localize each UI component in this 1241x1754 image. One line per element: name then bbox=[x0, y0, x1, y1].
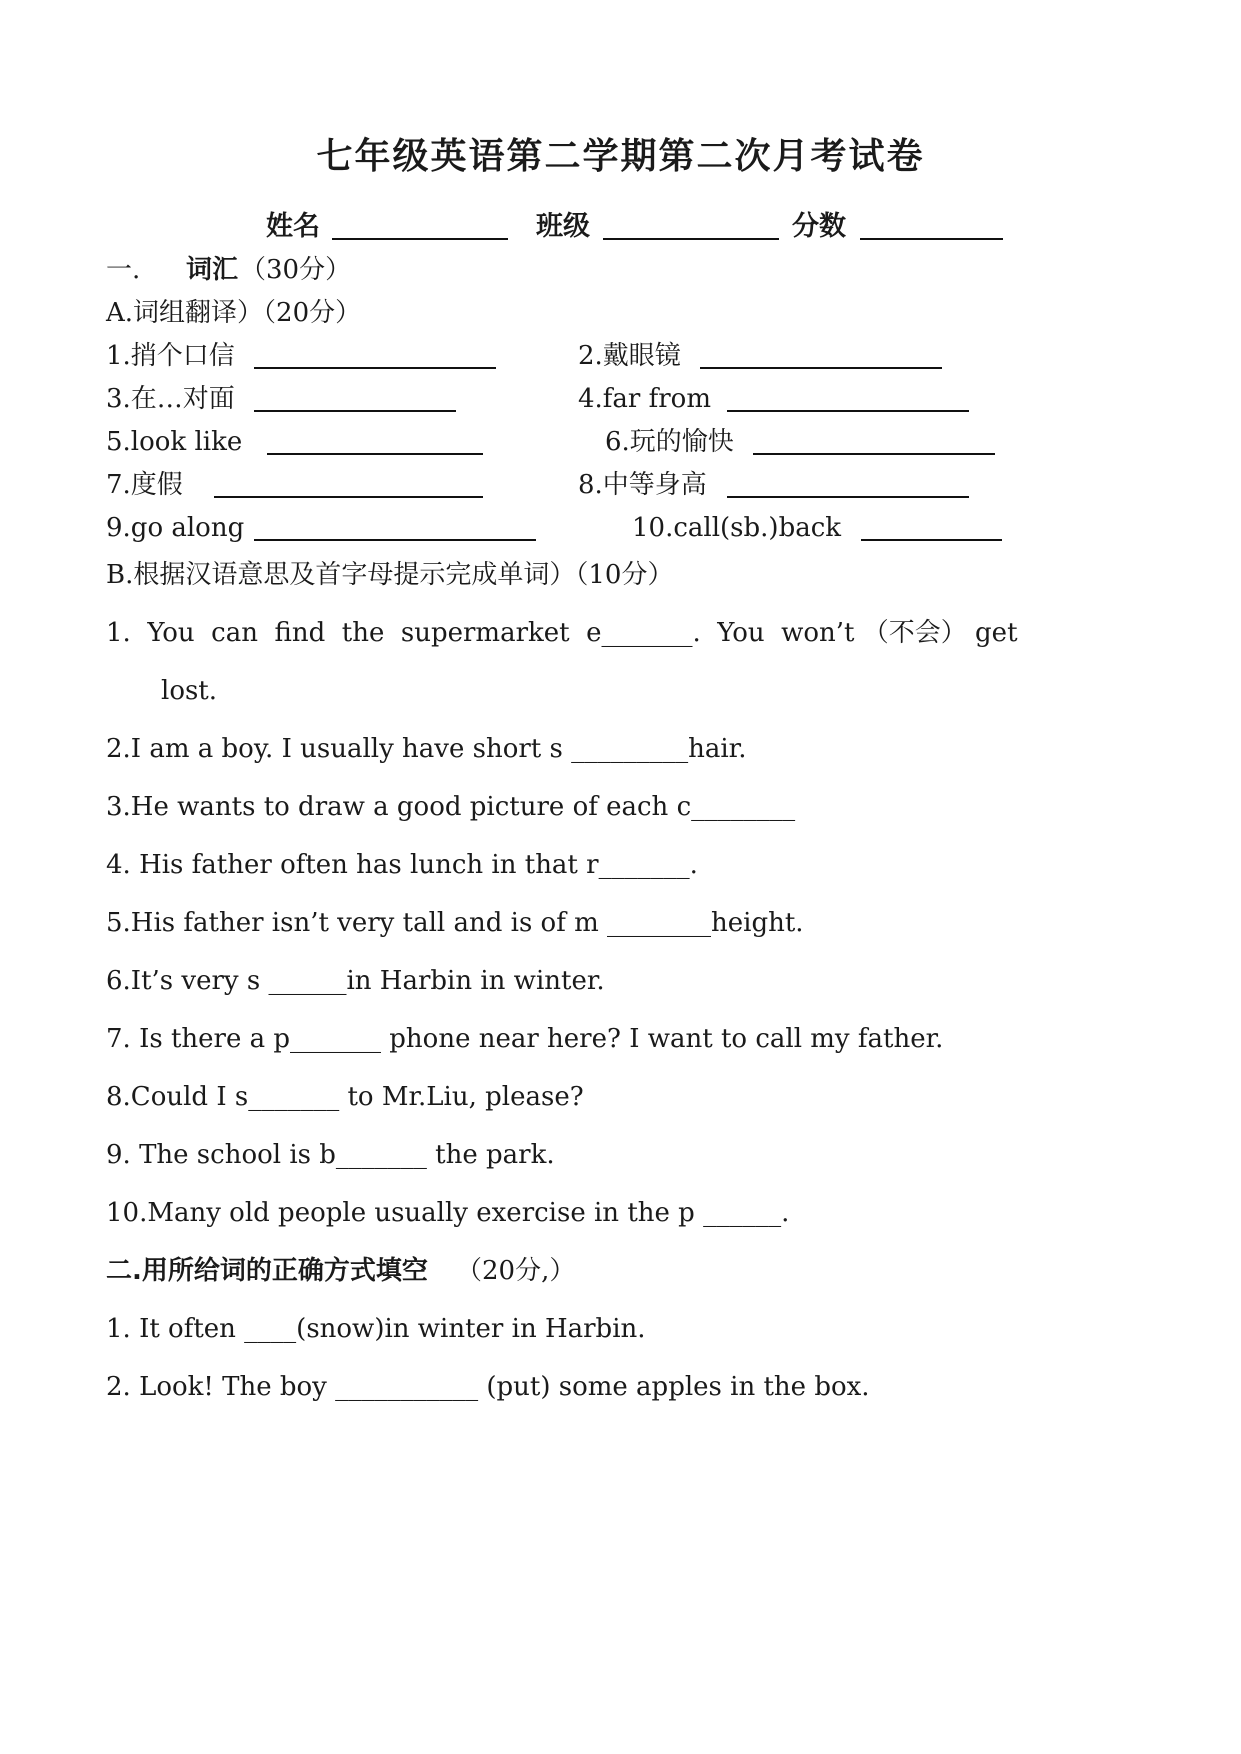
section2-item-2: 2. Look! The boy ___________ (put) some apples in the box. bbox=[106, 1372, 870, 1402]
answer-blank[interactable] bbox=[254, 539, 536, 541]
partB-item-6: 6.It’s very s ______in Harbin in winter. bbox=[106, 966, 605, 996]
partA-item-2: 2.戴眼镜 bbox=[578, 341, 681, 371]
score-label: 分数 bbox=[792, 211, 846, 242]
answer-blank[interactable] bbox=[214, 496, 483, 498]
class-blank[interactable] bbox=[603, 238, 779, 240]
partB-item-7: 7. Is there a p_______ phone near here? I want to call my father. bbox=[106, 1024, 944, 1054]
partA-item-1: 1.捎个口信 bbox=[106, 341, 235, 371]
partB-item-1-cont: lost. bbox=[161, 676, 218, 706]
partB-item-4: 4. His father often has lunch in that r_______. bbox=[106, 850, 698, 880]
partB-item-1: 1. You can find the supermarket e_______. You won’t （不会） get bbox=[106, 618, 1018, 648]
answer-blank[interactable] bbox=[727, 410, 969, 412]
partB-item-5: 5.His father isn’t very tall and is of m ________height. bbox=[106, 908, 804, 938]
partA-item-6: 6.玩的愉快 bbox=[605, 427, 734, 457]
partA-item-5: 5.look like bbox=[106, 427, 243, 457]
partA-item-9: 9.go along bbox=[106, 513, 245, 543]
partB-item-2: 2.I am a boy. I usually have short s _________hair. bbox=[106, 734, 747, 764]
partA-item-8: 8.中等身高 bbox=[578, 470, 707, 500]
answer-blank[interactable] bbox=[753, 453, 995, 455]
section2-points: （20分,） bbox=[456, 1256, 576, 1286]
name-label: 姓名 bbox=[266, 211, 320, 242]
section1-number: 一. bbox=[106, 255, 141, 285]
class-label: 班级 bbox=[536, 211, 590, 242]
partB-item-9: 9. The school is b_______ the park. bbox=[106, 1140, 555, 1170]
answer-blank[interactable] bbox=[254, 410, 456, 412]
partA-item-3: 3.在…对面 bbox=[106, 384, 235, 414]
name-blank[interactable] bbox=[332, 238, 508, 240]
section2-title: 二.用所给词的正确方式填空 bbox=[106, 1256, 428, 1286]
answer-blank[interactable] bbox=[700, 367, 942, 369]
answer-blank[interactable] bbox=[267, 453, 483, 455]
answer-blank[interactable] bbox=[861, 539, 1002, 541]
partA-item-7: 7.度假 bbox=[106, 470, 183, 500]
partB-item-3: 3.He wants to draw a good picture of each c________ bbox=[106, 792, 796, 822]
answer-blank[interactable] bbox=[727, 496, 969, 498]
partB-item-10: 10.Many old people usually exercise in the p ______. bbox=[106, 1198, 790, 1228]
partA-heading: A.词组翻译）（20分） bbox=[106, 298, 362, 328]
partB-heading: B.根据汉语意思及首字母提示完成单词）（10分） bbox=[106, 560, 674, 590]
partB-item-8: 8.Could I s_______ to Mr.Liu, please? bbox=[106, 1082, 584, 1112]
score-blank[interactable] bbox=[860, 238, 1003, 240]
page-title: 七年级英语第二学期第二次月考试卷 bbox=[316, 136, 925, 177]
partA-item-4: 4.far from bbox=[578, 384, 711, 414]
answer-blank[interactable] bbox=[254, 367, 496, 369]
section2-item-1: 1. It often ____(snow)in winter in Harbin. bbox=[106, 1314, 646, 1344]
partA-item-10: 10.call(sb.)back bbox=[632, 513, 842, 543]
section1-points: （30分） bbox=[240, 255, 352, 285]
section1-title: 词汇 bbox=[186, 255, 239, 285]
